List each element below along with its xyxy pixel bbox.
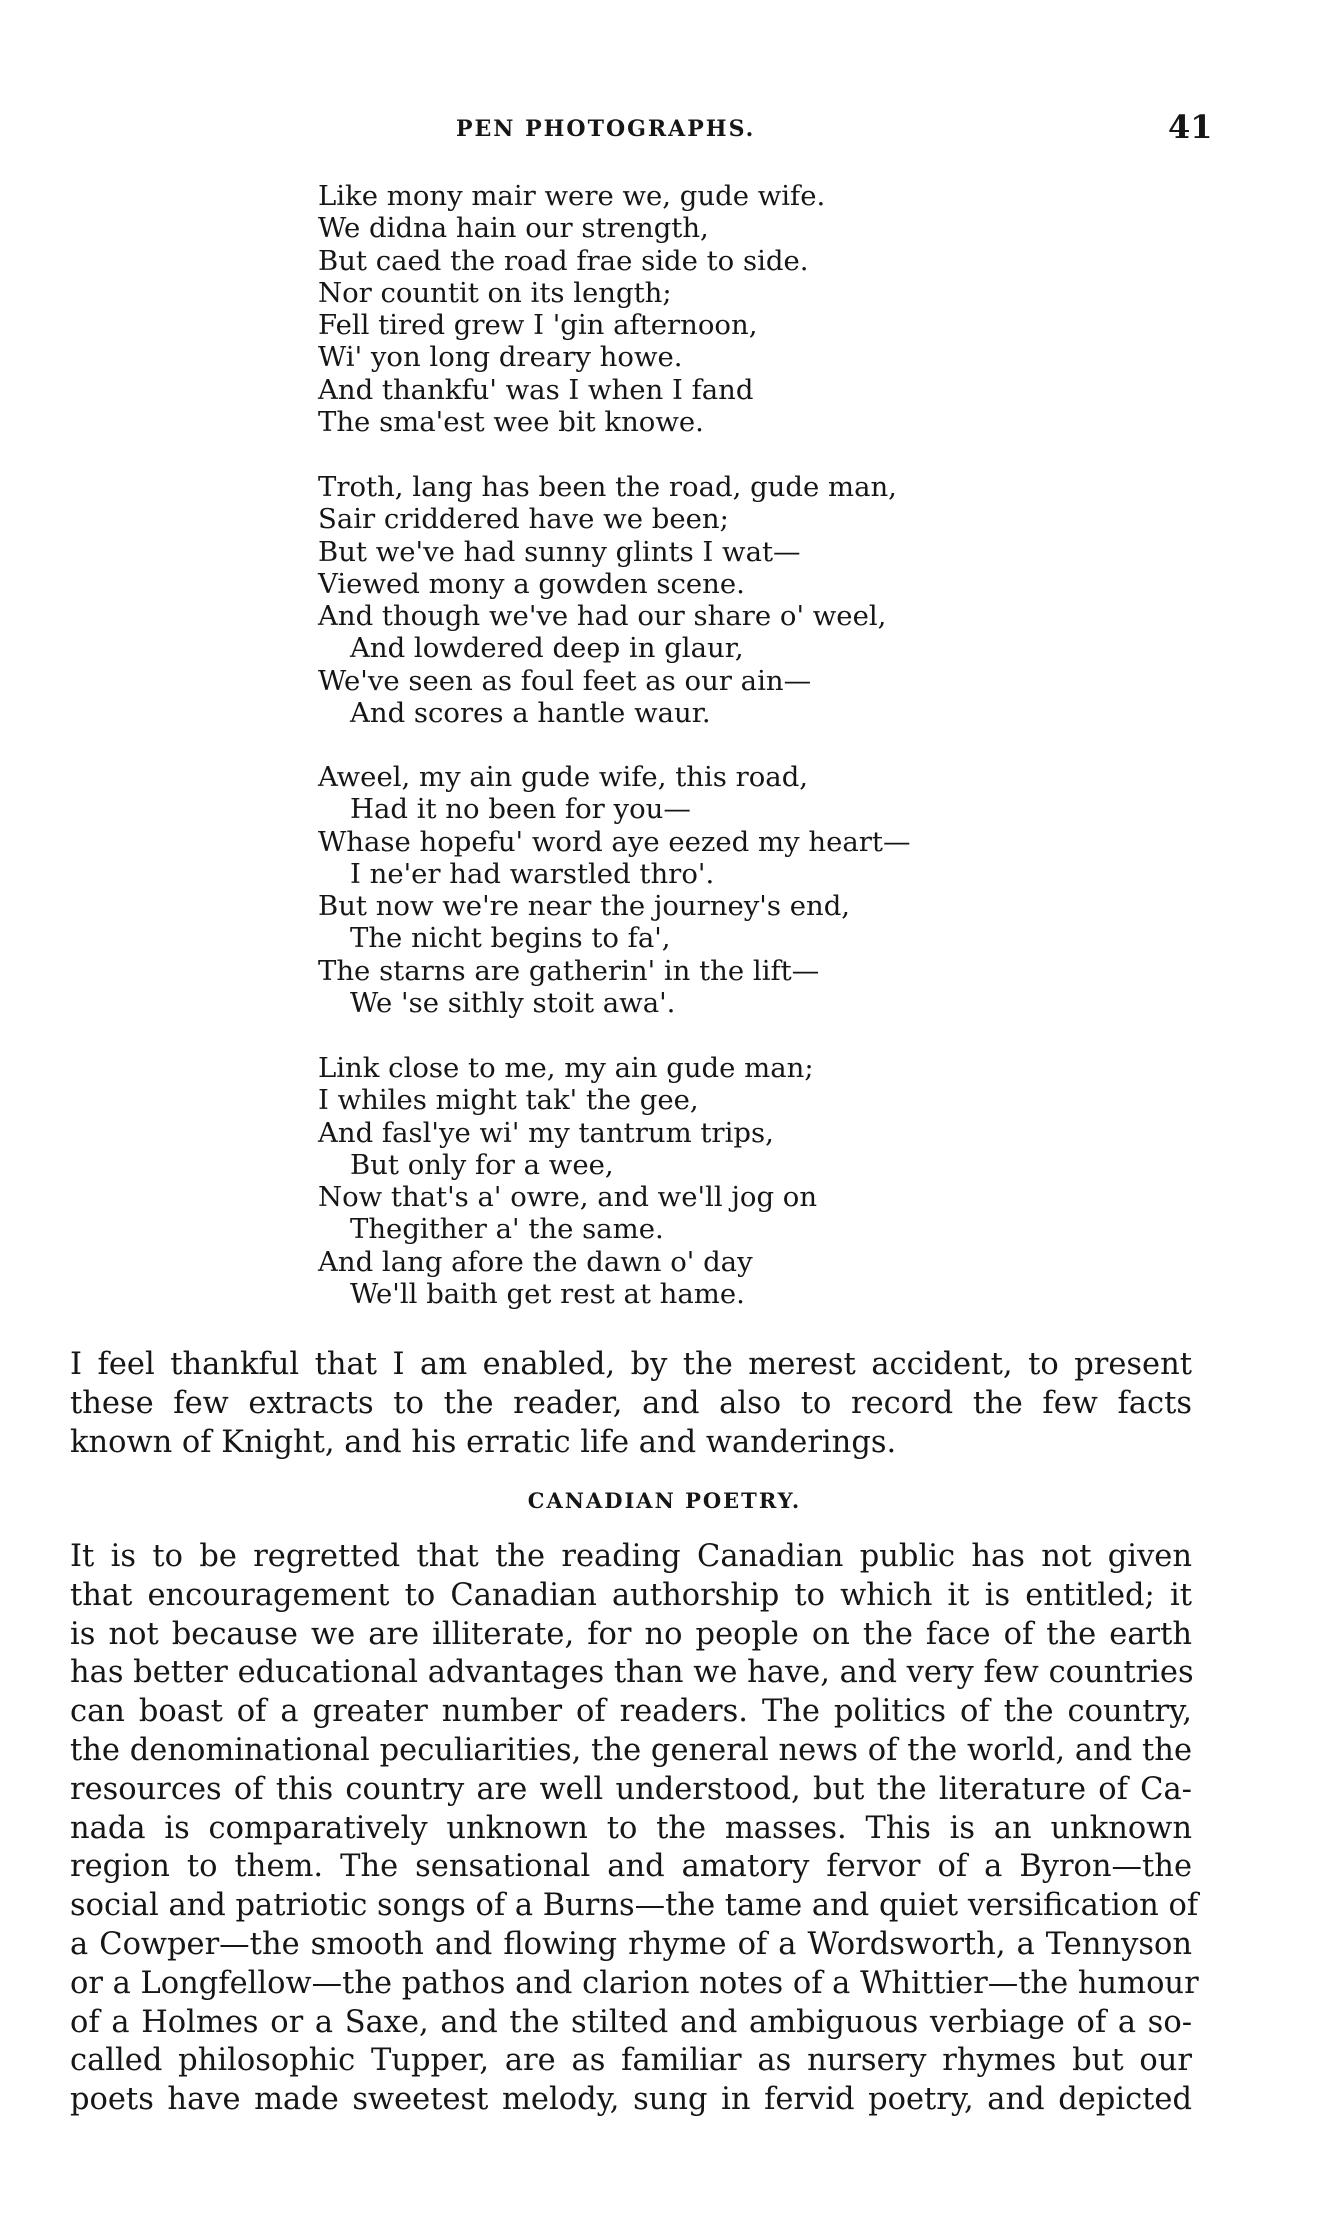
poem-line: I ne'er had warstled thro'. [350,857,715,890]
paragraph-canadian-poetry [70,1538,1199,2120]
poem-line: Wi' yon long dreary howe. [318,341,683,374]
paragraph-line: the denominational peculiarities, the general news of the world, and the [70,1732,1192,1768]
poem-line: Nor countit on its length; [318,276,672,309]
poem-stanza-1 [318,180,825,438]
paragraph-line: of a Holmes or a Saxe, and the stilted and ambiguous verbiage of a so- [70,2004,1192,2040]
poem-line: The sma'est wee bit knowe. [318,406,704,439]
paragraph-line: a Cowper—the smooth and flowing rhyme of a Wordsworth, a Tennyson [70,1926,1192,1962]
poem-line: Troth, lang has been the road, gude man, [318,471,897,503]
poem-stanza-4 [318,1052,817,1310]
paragraph-line: can boast of a greater number of readers. The politics of the country, [70,1694,1192,1730]
paragraph-line: or a Longfellow—the pathos and clarion notes of a Whittier—the humour [70,1965,1199,2001]
poem-line: We've seen as foul feet as our ain— [318,664,812,697]
poem-line: Fell tired grew I 'gin afternoon, [318,309,758,342]
poem-line: And lowdered deep in glaur, [350,632,744,665]
page-header [0,108,1329,148]
paragraph-line: region to them. The sensational and amatory fervor of a Byron—the [70,1849,1192,1885]
poem-line: Whase hopefu' word aye eezed my heart— [318,825,911,858]
paragraph-line: nada is comparatively unknown to the masses. This is an unknown [70,1810,1192,1846]
section-heading: CANADIAN POETRY. [527,1488,802,1513]
paragraph-line: is not because we are illiterate, for no people on the face of the earth [70,1616,1192,1652]
paragraph-line: called philosophic Tupper, are as familiar as nursery rhymes but our [70,2043,1192,2079]
poem-line: We didna hain our strength, [318,212,709,245]
poem-line: But caed the road frae side to side. [318,244,809,277]
paragraph-line: known of Knight, and his erratic life and wanderings. [70,1424,897,1460]
poem-line: And lang afore the dawn o' day [318,1245,753,1278]
poem-stanza-2 [318,471,897,729]
poem-line: Sair criddered have we been; [318,503,729,536]
poem-line: Aweel, my ain gude wife, this road, [318,761,809,793]
paragraph-line: poets have made sweetest melody, sung in fervid poetry, and depicted [70,2082,1192,2118]
poem-line: Thegither a' the same. [350,1213,664,1246]
paragraph-line: It is to be regretted that the reading Canadian public has not given [70,1539,1192,1574]
poem-line: Link close to me, my ain gude man; [318,1052,814,1084]
poem-line: The starns are gatherin' in the lift— [318,954,820,987]
poem-line: Now that's a' owre, and we'll jog on [318,1181,818,1214]
paragraph-knight [70,1346,1192,1462]
paragraph-line: I feel thankful that I am enabled, by the merest accident, to present [70,1347,1192,1382]
poem-line: The nicht begins to fa', [350,922,671,955]
poem-line: I whiles might tak' the gee, [318,1084,699,1117]
paragraph-line: has better educational advantages than we have, and very few countries [70,1655,1194,1691]
paragraph-line: that encouragement to Canadian authorship to which it is entitled; it [70,1577,1192,1613]
paragraph-line: resources of this country are well understood, but the literature of Ca- [70,1771,1192,1807]
page-number: 41 [1168,108,1213,146]
poem-stanza-3 [318,761,910,1019]
poem-line: Had it no been for you— [350,793,691,826]
poem-line: But only for a wee, [350,1148,614,1181]
poem-line: But we've had sunny glints I wat— [318,535,801,568]
poem-line: We'll baith get rest at hame. [350,1278,745,1311]
running-title: PEN PHOTOGRAPHS. [456,116,756,142]
poem-line: Like mony mair were we, gude wife. [318,180,826,212]
paragraph-line: social and patriotic songs of a Burns—the tame and quiet versification of [70,1888,1199,1924]
paragraph-line: these few extracts to the reader, and also to record the few facts [70,1385,1192,1421]
poem-line: And thankfu' was I when I fand [318,373,754,406]
poem-line: We 'se sithly stoit awa'. [350,987,676,1020]
poem-line: And though we've had our share o' weel, [318,600,887,633]
poem-line: And fasl'ye wi' my tantrum trips, [318,1116,774,1149]
poem-line: And scores a hantle waur. [350,697,711,730]
poem-line: Viewed mony a gowden scene. [318,567,745,600]
poem-line: But now we're near the journey's end, [318,890,851,923]
